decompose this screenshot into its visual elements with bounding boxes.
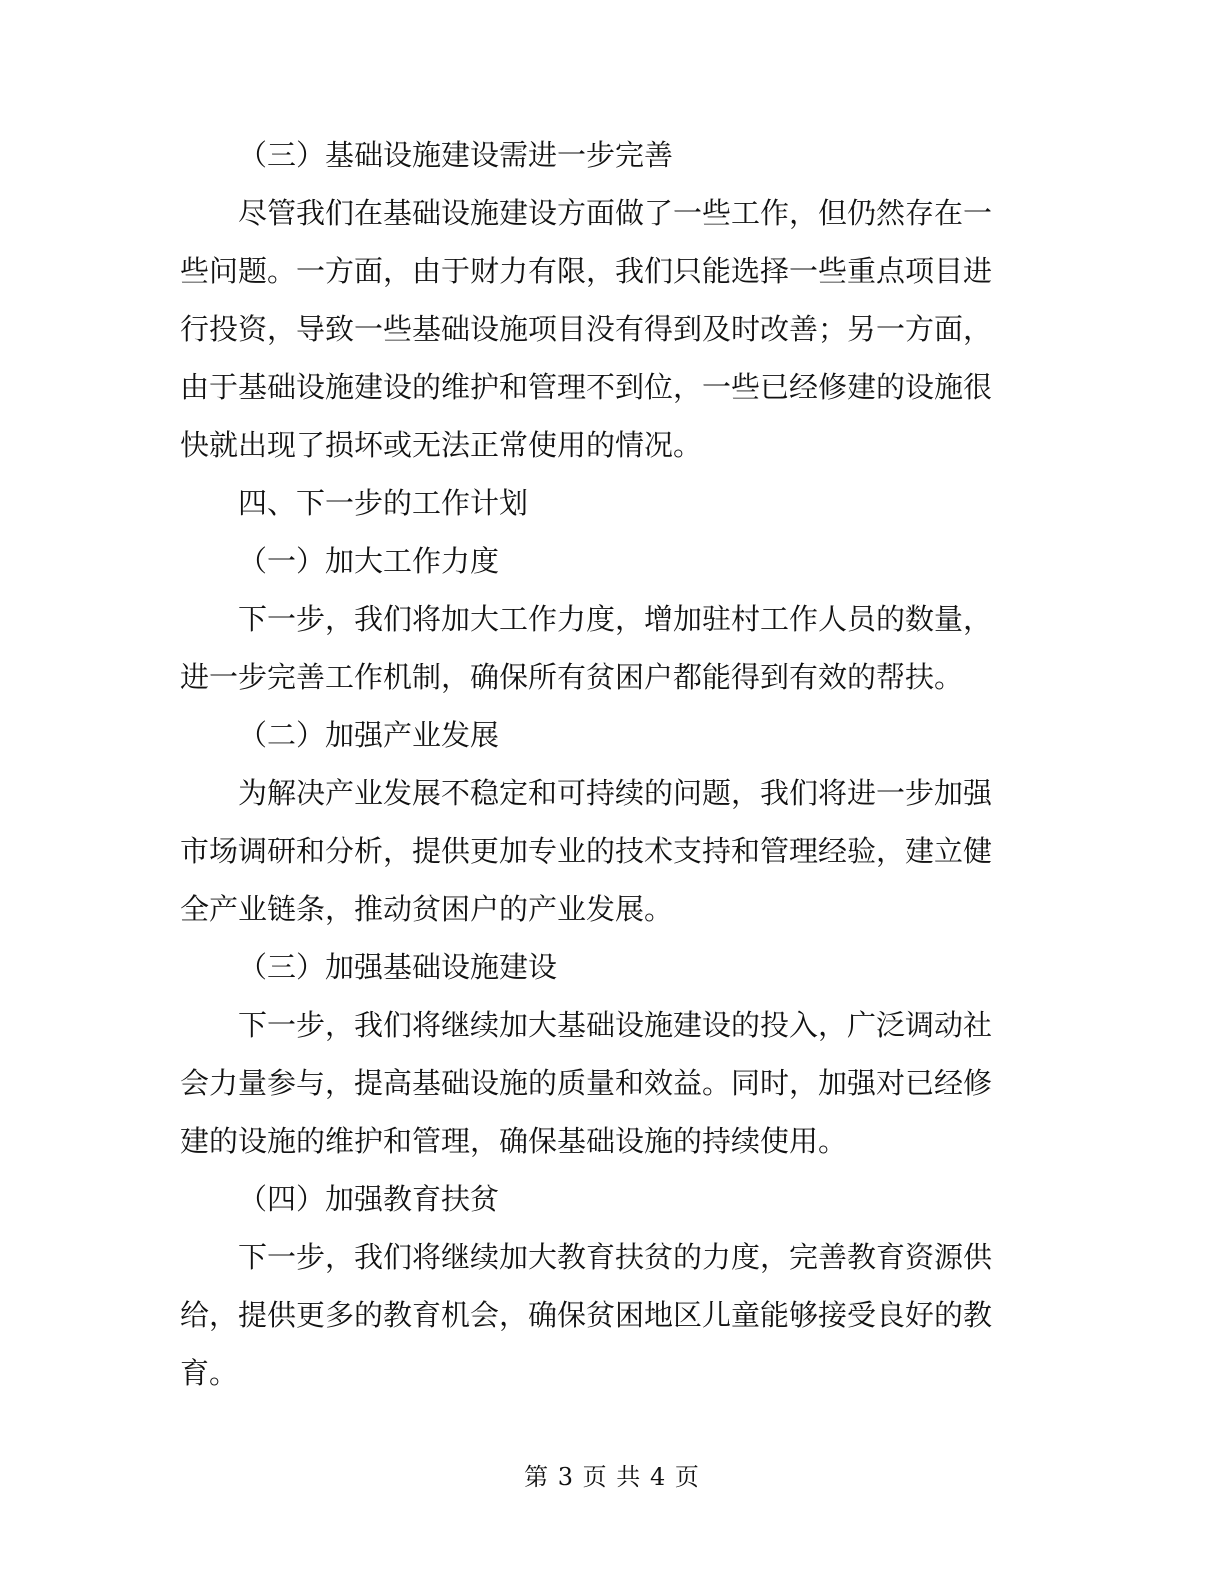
paragraph-line: 为解决产业发展不稳定和可持续的问题，我们将进一步加强: [238, 776, 993, 810]
paragraph-line: 下一步，我们将加大工作力度，增加驻村工作人员的数量，: [238, 602, 993, 636]
paragraph-line: 由于基础设施建设的维护和管理不到位，一些已经修建的设施很: [180, 370, 993, 404]
paragraph-line: 快就出现了损坏或无法正常使用的情况。: [180, 428, 703, 462]
paragraph-line: 进一步完善工作机制，确保所有贫困户都能得到有效的帮扶。: [180, 660, 964, 694]
section-heading: （四）加强教育扶贫: [238, 1182, 500, 1216]
page-number-footer: 第 3 页 共 4 页: [524, 1463, 700, 1491]
paragraph-line: 建的设施的维护和管理，确保基础设施的持续使用。: [180, 1124, 848, 1158]
paragraph-line: 行投资，导致一些基础设施项目没有得到及时改善；另一方面，: [180, 312, 993, 346]
document-body: [180, 126, 1016, 1402]
section-heading: （二）加强产业发展: [238, 718, 500, 752]
section-heading: （一）加大工作力度: [238, 544, 500, 578]
paragraph-line: 全产业链条，推动贫困户的产业发展。: [180, 892, 674, 926]
paragraph-line: 尽管我们在基础设施建设方面做了一些工作，但仍然存在一: [238, 196, 993, 230]
paragraph-line: 下一步，我们将继续加大教育扶贫的力度，完善教育资源供: [238, 1240, 993, 1274]
paragraph-line: 下一步，我们将继续加大基础设施建设的投入，广泛调动社: [238, 1008, 993, 1042]
paragraph-line: 些问题。一方面，由于财力有限，我们只能选择一些重点项目进: [180, 254, 993, 288]
section-heading: （三）加强基础设施建设: [238, 950, 558, 984]
chapter-heading: 四、下一步的工作计划: [238, 486, 529, 520]
section-heading: （三）基础设施建设需进一步完善: [238, 138, 674, 172]
paragraph-line: 会力量参与，提高基础设施的质量和效益。同时，加强对已经修: [180, 1066, 993, 1100]
paragraph-line: 市场调研和分析，提供更加专业的技术支持和管理经验，建立健: [180, 834, 993, 868]
paragraph-line: 给，提供更多的教育机会，确保贫困地区儿童能够接受良好的教: [180, 1298, 993, 1332]
paragraph-line: 育。: [180, 1356, 239, 1390]
